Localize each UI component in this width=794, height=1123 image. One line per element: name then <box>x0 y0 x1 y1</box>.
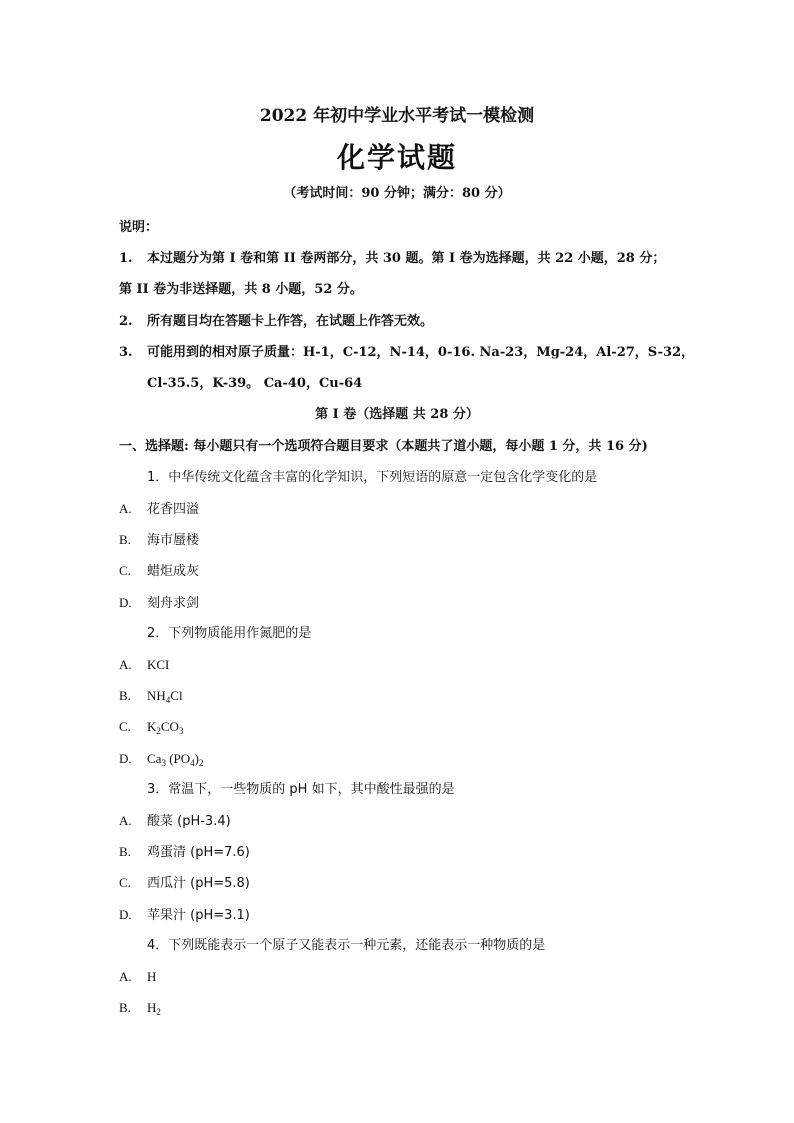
question-1-option-d <box>119 596 199 610</box>
instructions-heading: 说明： <box>119 220 159 235</box>
option-letter: B. <box>119 532 131 547</box>
exam-time: （考试时间：90 分钟；满分：80 分） <box>283 186 511 201</box>
option-formula <box>147 1000 161 1017</box>
question-3-stem: 3．常温下，一些物质的 pH 如下，其中酸性最强的是 <box>147 782 455 797</box>
option-formula <box>147 751 204 768</box>
option-letter: D. <box>119 907 132 922</box>
formula-subscript: 2 <box>156 726 161 736</box>
formula-subscript: 2 <box>199 758 204 768</box>
question-4-option-b <box>119 1001 161 1015</box>
question-4-stem: 4．下列既能表示一个原子又能表示一种元素，还能表示一种物质的是 <box>147 938 546 953</box>
option-letter: B. <box>119 688 131 703</box>
formula-subscript: 3 <box>178 726 184 736</box>
option-letter: C. <box>119 875 131 890</box>
option-text: 酸菜 (pH-3.4) <box>147 814 231 829</box>
question-1-option-a <box>119 502 199 516</box>
question-4-option-a <box>119 970 156 984</box>
option-text: KCI <box>147 657 170 672</box>
option-formula <box>147 688 183 705</box>
question-3-option-d <box>119 908 250 922</box>
option-text: 蜡炬成灰 <box>147 564 200 579</box>
question-2-option-c <box>119 720 183 734</box>
question-3-option-c <box>119 876 250 890</box>
question-1-option-b <box>119 533 199 547</box>
instruction-item-1-cont: 第 II 卷为非送择题，共 8 小题，52 分。 <box>119 282 363 297</box>
option-letter: D. <box>119 595 132 610</box>
option-letter: C. <box>119 719 131 734</box>
option-letter: D. <box>119 751 132 766</box>
option-letter: C. <box>119 563 131 578</box>
option-letter: B. <box>119 1000 131 1015</box>
option-text: 花香四溢 <box>147 502 200 517</box>
formula-subscript: 3 <box>161 758 166 768</box>
formula-part: (PO <box>165 751 191 766</box>
question-1-stem: 1．中华传统文化蕴含丰富的化学知识，下列短语的原意一定包含化学变化的是 <box>147 470 598 485</box>
formula-part: Cl <box>170 688 183 703</box>
formula-subscript: 4 <box>190 758 195 768</box>
option-text: H <box>147 969 157 984</box>
option-formula <box>147 719 184 736</box>
formula-part: ) <box>194 751 199 766</box>
formula-part: K <box>147 719 157 734</box>
option-letter: A. <box>119 813 132 828</box>
question-3-option-a <box>119 814 231 828</box>
option-text: 西瓜汁 (pH=5.8) <box>147 876 250 891</box>
formula-subscript: 2 <box>156 1007 161 1017</box>
question-2-option-a <box>119 658 169 672</box>
part1-heading: 第 I 卷（选择题 共 28 分） <box>315 407 479 422</box>
option-letter: B. <box>119 844 131 859</box>
formula-part: H <box>147 1000 157 1015</box>
question-2-option-d <box>119 752 204 766</box>
instruction-item-1: 本过题分为第 I 卷和第 II 卷两部分，共 30 题。第 I 卷为选择题，共 22 小题，28 分； <box>147 251 666 266</box>
exam-title: 2022 年初中学业水平考试一模检测 <box>259 106 535 126</box>
option-letter: A. <box>119 501 132 516</box>
option-text: 海市蜃楼 <box>147 533 200 548</box>
formula-part: NH <box>147 688 166 703</box>
instruction-item-3: 可能用到的相对原子质量：H-1，C-12，N-14，0-16. Na-23，Mg-24，Al-27，S-32， <box>147 345 695 360</box>
formula-part: CO <box>160 719 179 734</box>
instruction-number: 2. <box>119 314 133 329</box>
instruction-number: 1. <box>119 251 133 266</box>
option-letter: A. <box>119 969 132 984</box>
subject-title: 化学试题 <box>336 141 457 174</box>
instruction-item-3-cont: Cl-35.5，K-39。 Ca-40，Cu-64 <box>147 376 363 391</box>
option-text: 鸡蛋清 (pH=7.6) <box>147 845 250 860</box>
instruction-item-2: 所有题目均在答题卡上作答，在试题上作答无效。 <box>147 314 434 329</box>
question-2-option-b <box>119 689 183 703</box>
question-2-stem: 2．下列物质能用作氮肥的是 <box>147 626 312 641</box>
option-letter: A. <box>119 657 132 672</box>
option-text: 苹果汁 (pH=3.1) <box>147 908 250 923</box>
section-heading: 一、选择题: 每小题只有一个选项符合题目要求（本题共了道小题，每小题 1 分，共 16 分) <box>119 439 648 454</box>
formula-part: Ca <box>147 751 162 766</box>
instruction-number: 3. <box>119 345 133 360</box>
option-text: 刻舟求剑 <box>147 596 200 611</box>
question-1-option-c <box>119 564 199 578</box>
question-3-option-b <box>119 845 250 859</box>
formula-subscript: 4 <box>165 695 171 705</box>
